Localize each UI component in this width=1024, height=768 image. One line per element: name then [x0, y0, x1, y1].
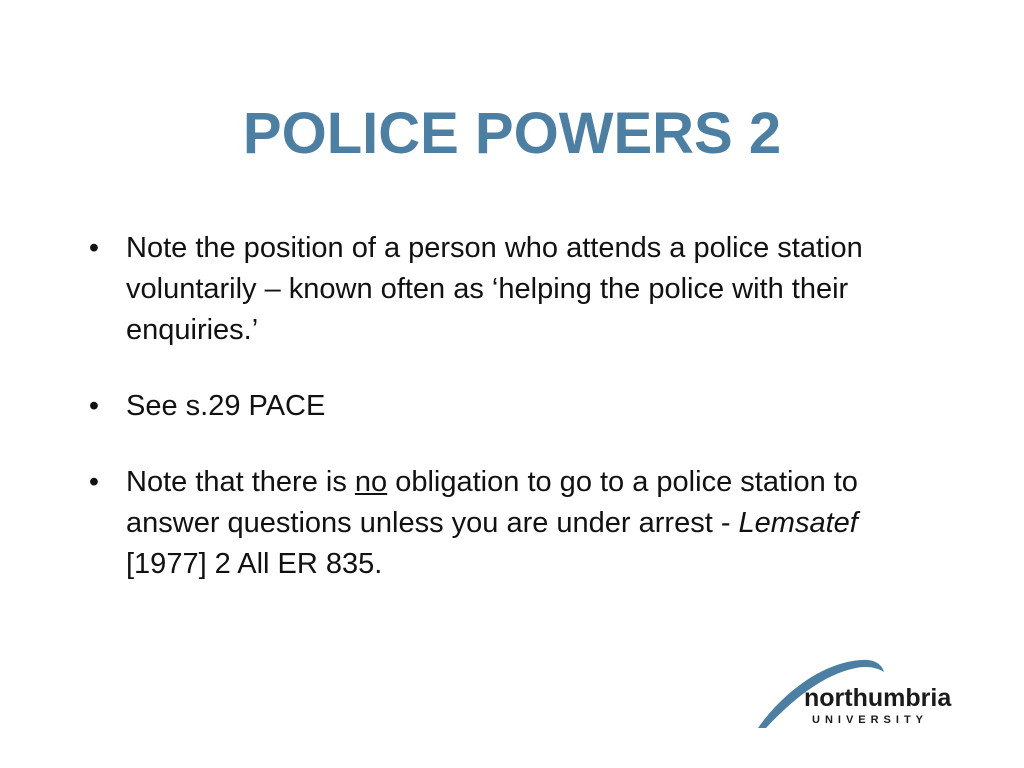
bullet-marker: •	[88, 390, 100, 422]
bullet-marker: •	[88, 466, 100, 498]
slide-title: POLICE POWERS 2	[242, 101, 782, 166]
logo-wordmark: northumbria	[804, 684, 952, 712]
bullet-marker: •	[88, 232, 100, 264]
bullet-text-before: Note that there is	[126, 466, 355, 498]
bullet-item-voluntary-attendance	[84, 228, 904, 351]
bullet-text: See s.29 PACE	[126, 390, 326, 422]
bullet-text-middle: obligation to go to a police station to answer questions unless you are under arrest -	[126, 466, 858, 539]
bullet-text-underlined: no	[354, 466, 388, 498]
logo-subtitle: UNIVERSITY	[812, 714, 929, 726]
bullet-item-no-obligation	[84, 462, 904, 585]
bullet-list	[84, 228, 904, 585]
case-name: Lemsatef	[738, 507, 858, 539]
bullet-text: Note the position of a person who attends a police station voluntarily – known often as ‘helping the police with their enquiries.’	[126, 232, 863, 346]
bullet-item-pace-reference	[84, 386, 904, 427]
bullet-text-after: [1977] 2 All ER 835.	[126, 548, 383, 580]
northumbria-university-logo	[752, 654, 967, 734]
